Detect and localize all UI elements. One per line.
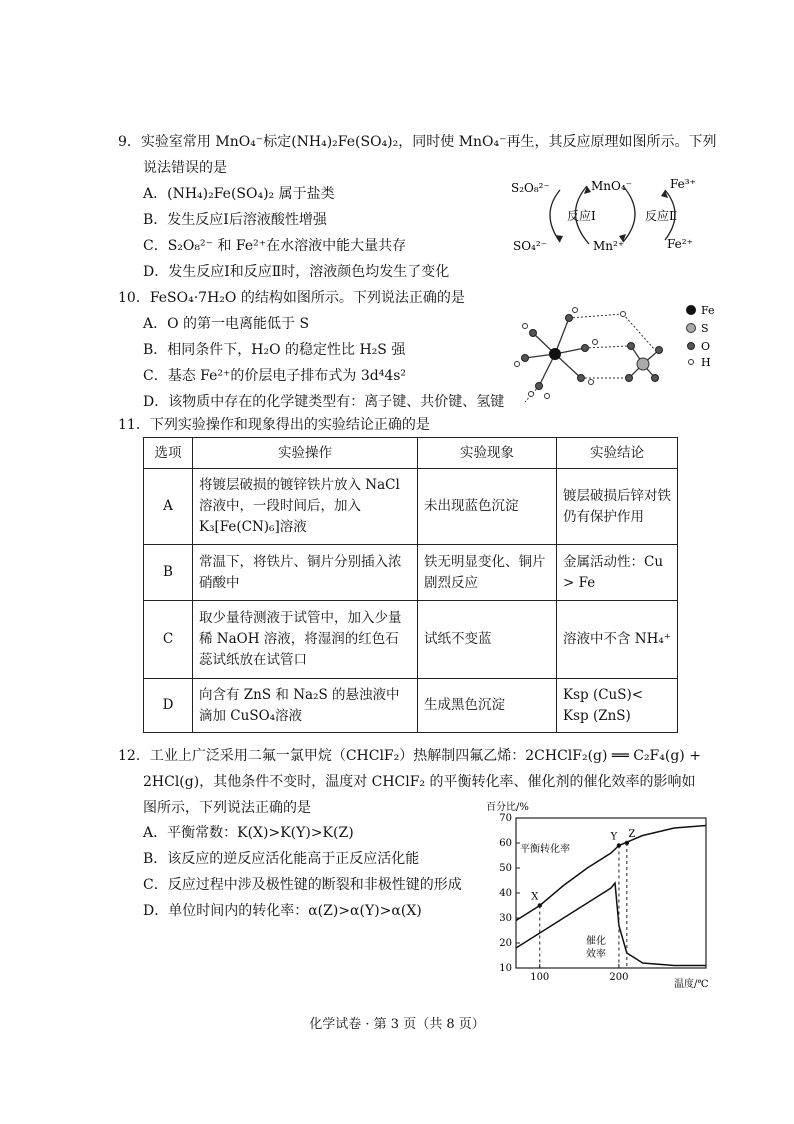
row-a-conclusion: 镀层破损后锌对铁仍有保护作用: [557, 469, 678, 545]
row-c-operation: 取少量待测液于试管中，加入少量稀 NaOH 溶液，将湿润的红色石蕊试纸放在试管口: [193, 601, 418, 679]
table-row: [144, 545, 678, 601]
y-tick-label: 20: [499, 938, 512, 949]
x-tick-label: 100: [530, 972, 550, 983]
arc-left: [550, 190, 560, 242]
q12-stem-line3: 图所示，下列说法正确的是: [143, 800, 311, 816]
point-label-y: Y: [610, 831, 618, 843]
label-fe3: Fe³⁺: [670, 177, 696, 191]
q10-structure-diagram: [505, 298, 725, 408]
series-label-equilibrium: 平衡转化率: [520, 844, 570, 855]
q12-option-d: D．单位时间内的转化率：α(Z)>α(Y)>α(X): [143, 903, 422, 919]
label-so4: SO₄²⁻: [513, 239, 548, 253]
y-tick-label: 40: [499, 888, 512, 899]
point-label-x: X: [531, 891, 539, 903]
q9-option-d: D．发生反应Ⅰ和反应Ⅱ时，溶液颜色均发生了变化: [143, 264, 450, 280]
q12-option-b: B．该反应的逆反应活化能高于正反应活化能: [143, 851, 420, 867]
q12-stem-line1: 12．工业上广泛采用二氟一氯甲烷（CHClF₂）热解制四氟乙烯：2CHClF₂(g) ══ C₂F₄(g) +: [118, 748, 701, 764]
row-b-conclusion: 金属活动性：Cu > Fe: [557, 545, 678, 601]
header-operation: 实验操作: [193, 438, 418, 469]
q10-option-c: C．基态 Fe²⁺的价层电子排布式为 3d⁴4s²: [143, 368, 407, 384]
q9-stem-line1: 9．实验室常用 MnO₄⁻标定(NH₄)₂Fe(SO₄)₂，同时使 MnO₄⁻再生，其反应原理如图所示。下列: [118, 134, 717, 150]
row-b-option: B: [144, 545, 193, 601]
row-d-conclusion: Ksp (CuS)< Ksp (ZnS): [557, 679, 678, 733]
q10-option-a: A．O 的第一电离能低于 S: [143, 316, 310, 332]
series-efficiency-line: [516, 883, 706, 966]
row-d-phenomenon: 生成黑色沉淀: [418, 679, 557, 733]
q9-option-a: A．(NH₄)₂Fe(SO₄)₂ 属于盐类: [143, 186, 335, 202]
row-d-operation: 向含有 ZnS 和 Na₂S 的悬浊液中滴加 CuSO₄溶液: [193, 679, 418, 733]
table-header-row: [144, 438, 678, 469]
atom-fe: [549, 348, 561, 360]
label-s2o8: S₂O₈²⁻: [511, 181, 550, 195]
header-conclusion: 实验结论: [557, 438, 678, 469]
q12-chart: [478, 796, 718, 992]
q10-option-d: D．该物质中存在的化学键类型有：离子键、共价键、氢键: [143, 394, 505, 410]
q10-stem: 10．FeSO₄·7H₂O 的结构如图所示。下列说法正确的是: [118, 290, 465, 306]
point-y: [617, 843, 621, 847]
row-b-operation: 常温下，将铁片、铜片分别插入浓硝酸中: [193, 545, 418, 601]
y-tick-label: 30: [499, 913, 512, 924]
table-row: [144, 469, 678, 545]
row-c-phenomenon: 试纸不变蓝: [418, 601, 557, 679]
series-label-efficiency-2: 效率: [586, 949, 606, 960]
x-axis-label: 温度/℃: [674, 979, 709, 990]
row-c-option: C: [144, 601, 193, 679]
point-label-z: Z: [628, 829, 636, 840]
y-axis-label: 百分比/%: [486, 802, 529, 813]
y-tick-label: 50: [499, 863, 512, 874]
label-mn2: Mn²⁺: [593, 239, 625, 253]
y-tick-label: 10: [499, 963, 512, 974]
header-option: 选项: [144, 438, 193, 469]
label-reaction1: 反应Ⅰ: [567, 209, 596, 223]
legend-o: O: [701, 340, 711, 353]
y-tick-label: 60: [499, 838, 512, 849]
row-b-phenomenon: 铁无明显变化、铜片剧烈反应: [418, 545, 557, 601]
table-row: [144, 679, 678, 733]
point-z: [625, 841, 629, 845]
label-reaction2: 反应Ⅱ: [645, 209, 678, 223]
q11-stem: 11．下列实验操作和现象得出的实验结论正确的是: [118, 417, 430, 433]
row-a-phenomenon: 未出现蓝色沉淀: [418, 469, 557, 545]
q12-option-a: A．平衡常数：K(X)>K(Y)>K(Z): [143, 825, 354, 841]
label-mno4: MnO₄⁻: [591, 179, 632, 193]
q12-option-c: C．反应过程中涉及极性键的断裂和非极性键的形成: [143, 877, 462, 893]
page-footer: 化学试卷 · 第 3 页（共 8 页）: [309, 1017, 485, 1032]
atom-s: [637, 358, 649, 370]
point-x: [538, 903, 542, 907]
row-d-option: D: [144, 679, 193, 733]
table-row: [144, 601, 678, 679]
legend-h: H: [701, 356, 711, 369]
series-label-efficiency-1: 催化: [586, 936, 606, 947]
q10-option-b: B．相同条件下，H₂O 的稳定性比 H₂S 强: [143, 342, 406, 358]
header-phenomenon: 实验现象: [418, 438, 557, 469]
q11-table: [143, 437, 678, 733]
q9-reaction-diagram: [505, 172, 720, 262]
y-tick-label: 70: [499, 813, 512, 824]
row-a-option: A: [144, 469, 193, 545]
q9-stem-line2: 说法错误的是: [143, 160, 227, 176]
legend-s: S: [701, 322, 709, 335]
arc-mid-right: [623, 186, 635, 242]
row-a-operation: 将镀层破损的镀锌铁片放入 NaCl 溶液中，一段时间后，加入 K₃[Fe(CN)₆]溶液: [193, 469, 418, 545]
q9-option-b: B．发生反应Ⅰ后溶液酸性增强: [143, 212, 327, 228]
row-c-conclusion: 溶液中不含 NH₄⁺: [557, 601, 678, 679]
legend-fe: Fe: [701, 304, 715, 317]
q12-stem-line2: 2HCl(g)，其他条件不变时，温度对 CHClF₂ 的平衡转化率、催化剂的催化效率的影响如: [143, 774, 696, 790]
x-tick-label: 200: [609, 972, 629, 983]
label-fe2: Fe²⁺: [667, 237, 693, 251]
q9-option-c: C．S₂O₈²⁻ 和 Fe²⁺在水溶液中能大量共存: [143, 238, 407, 254]
